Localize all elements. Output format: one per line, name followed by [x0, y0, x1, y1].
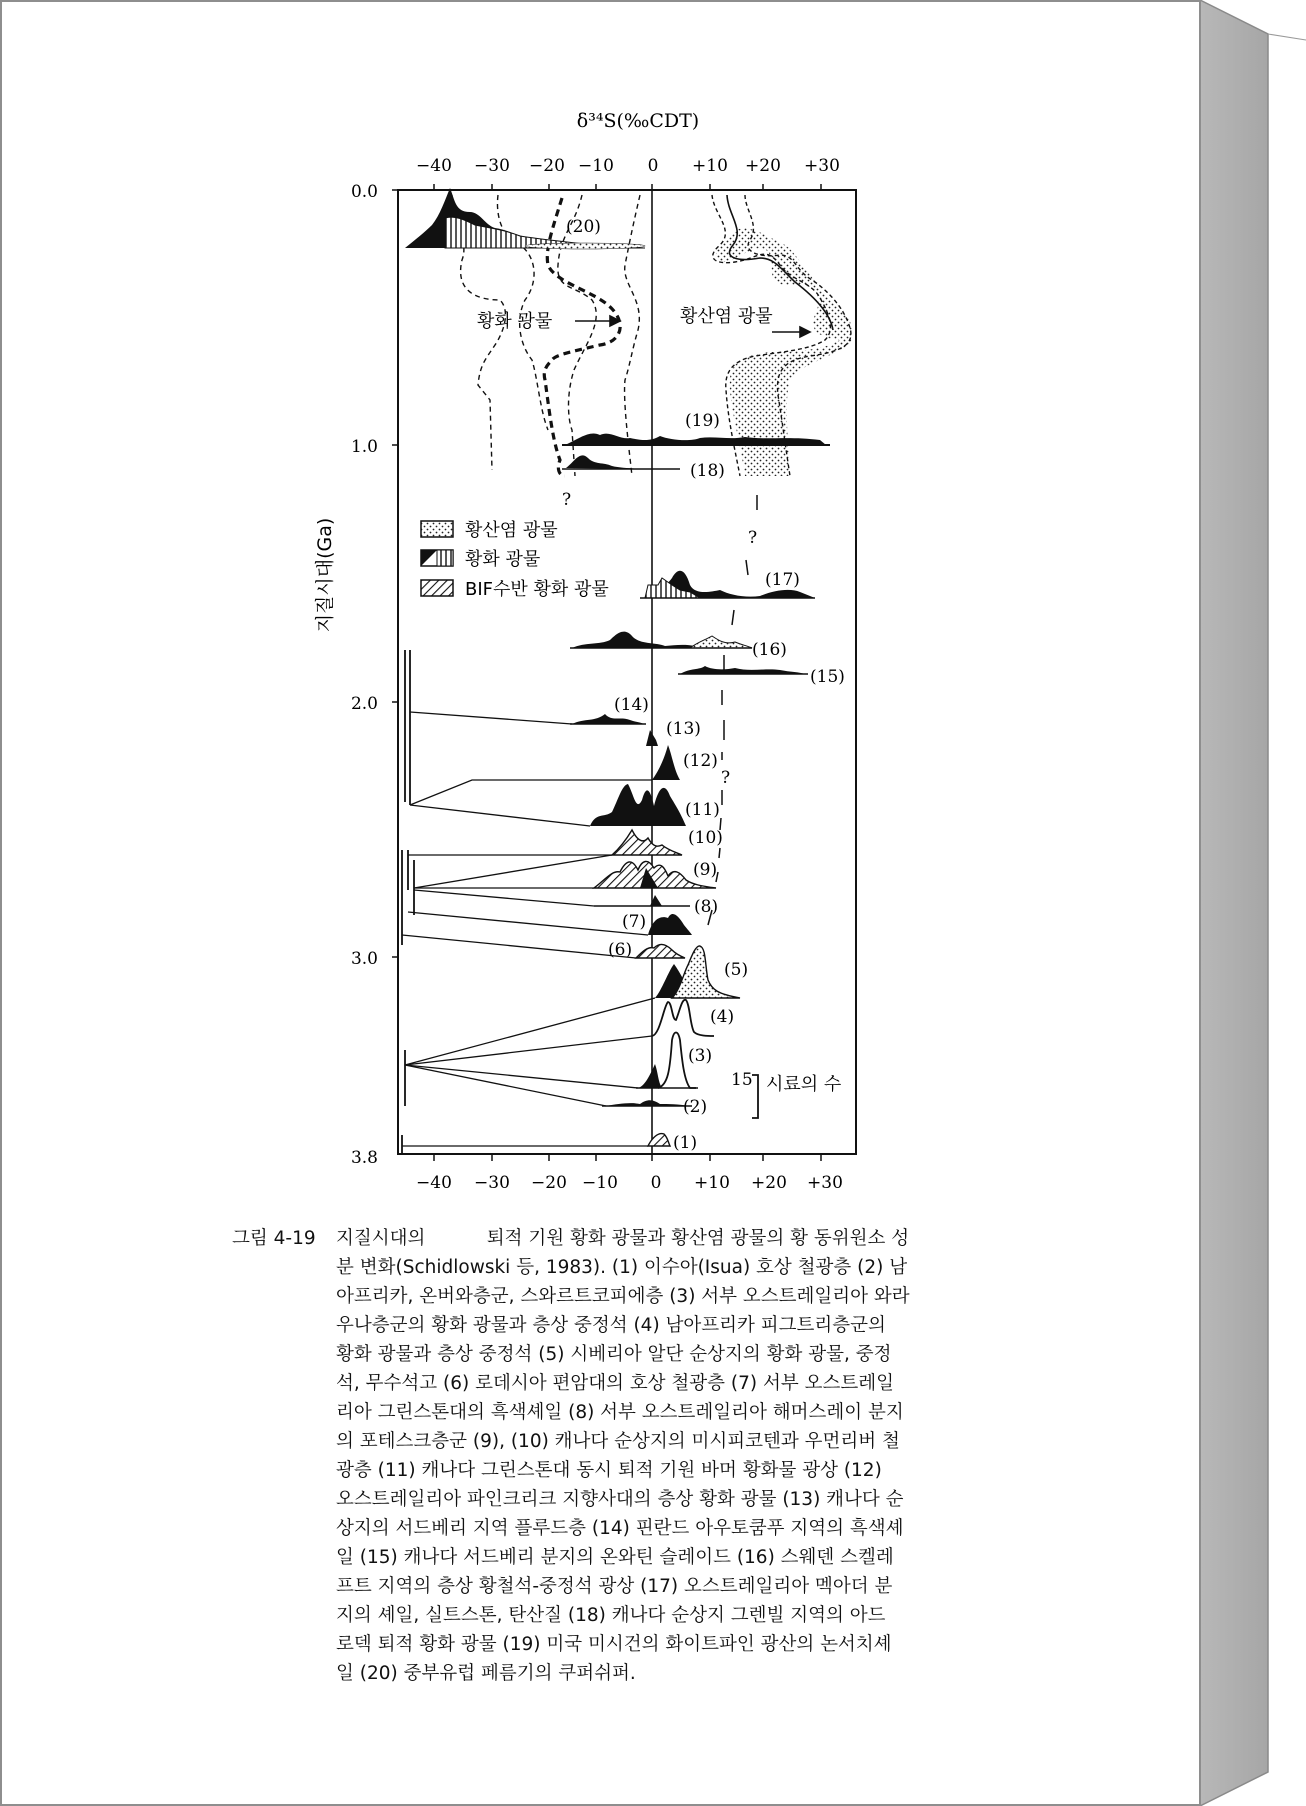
sample-label-4: (4)	[710, 1007, 735, 1027]
sample-14-distribution	[572, 714, 644, 724]
top-tick-label: −40	[416, 156, 452, 176]
sulfate-arrow-label: 황산염 광물	[680, 306, 773, 327]
sample-3-distribution	[638, 1064, 662, 1088]
sample-label-1: (1)	[673, 1133, 698, 1153]
sample-label-11: (11)	[685, 800, 720, 820]
caption-line: 상지의 서드베리 지역 플루드층 (14) 핀란드 아우토쿰푸 지역의 흑색셰	[336, 1518, 904, 1539]
bottom-tick-label: −40	[416, 1173, 452, 1193]
sample-label-10: (10)	[688, 828, 723, 848]
sample-label-14: (14)	[614, 695, 649, 715]
sample-label-12: (12)	[683, 751, 718, 771]
bottom-tick-label: −30	[474, 1173, 510, 1193]
sample-11-distribution	[590, 784, 686, 826]
age-range-bars	[402, 650, 414, 1154]
caption-line: 오스트레일리아 파인크리크 지향사대의 층상 황화 광물 (13) 캐나다 순	[336, 1489, 904, 1510]
top-tick-label: 0	[647, 156, 659, 176]
age-tie-lines	[402, 712, 655, 1146]
sample-7-distribution	[648, 914, 692, 935]
legend-label-bif: BIF수반 황화 광물	[465, 579, 609, 600]
sample-label-15: (15)	[810, 667, 845, 687]
bottom-tick-label: −20	[531, 1173, 567, 1193]
caption-line: 광층 (11) 캐나다 그린스톤대 동시 퇴적 기원 바머 황화물 광상 (12)	[336, 1460, 882, 1481]
book-spine	[1200, 0, 1268, 1806]
sample-20-distribution	[405, 188, 645, 249]
sample-count-number: 15	[731, 1070, 753, 1090]
sample-4-distribution	[652, 1000, 714, 1036]
top-tick-label: +20	[745, 156, 781, 176]
legend-label-sulfate: 황산염 광물	[465, 520, 558, 541]
sample-label-6: (6)	[608, 940, 633, 960]
bottom-tick-label: −10	[582, 1173, 618, 1193]
y-axis-title: 지질시대(Ga)	[314, 517, 336, 633]
sample-label-3: (3)	[688, 1046, 713, 1066]
sulfide-arrow-label: 황화 광물	[477, 311, 553, 332]
caption-line: 일 (15) 캐나다 서드베리 분지의 온와틴 슬레이드 (16) 스웨덴 스켈레	[336, 1547, 894, 1568]
top-tick-label: −20	[529, 156, 565, 176]
bottom-tick-label: 0	[650, 1173, 662, 1193]
y-tick-label: 3.8	[350, 1148, 378, 1168]
caption-line: 일 (20) 중부유럽 페름기의 쿠퍼쉬퍼.	[336, 1663, 636, 1684]
top-tick-labels	[416, 156, 840, 176]
caption-line: 의 포테스크층군 (9), (10) 캐나다 순상지의 미시피코텐과 우먼리버 철	[336, 1431, 900, 1452]
bottom-axis-ticks	[434, 1154, 821, 1161]
sample-label-5: (5)	[724, 960, 749, 980]
question-marks	[562, 490, 757, 788]
top-tick-label: +30	[804, 156, 840, 176]
y-tick-label: 0.0	[350, 182, 378, 202]
sample-label-16: (16)	[752, 640, 787, 660]
sample-count-scale	[731, 1070, 841, 1118]
sample-6-distribution	[636, 944, 685, 958]
sample-label-7: (7)	[622, 912, 647, 932]
sulfate-arrow	[772, 327, 810, 337]
sample-label-2: (2)	[683, 1097, 708, 1117]
top-axis-title: δ³⁴S(‰CDT)	[576, 110, 700, 132]
y-tick-label: 3.0	[350, 949, 378, 969]
sample-count-label: 시료의 수	[766, 1074, 842, 1095]
legend-swatch-bif	[421, 580, 453, 596]
sample-label-9: (9)	[693, 860, 718, 880]
sample-15-distribution	[680, 666, 805, 674]
sample-label-13: (13)	[666, 719, 701, 739]
sample-10-distribution	[612, 830, 682, 855]
caption-line: 리아 그린스톤대의 흑색셰일 (8) 서부 오스트레일리아 해머스레이 분지	[336, 1402, 904, 1423]
y-tick-labels	[351, 182, 378, 1168]
sample-18-distribution	[566, 455, 640, 469]
sample-label-8: (8)	[694, 897, 719, 917]
question-mark: ?	[721, 768, 731, 788]
top-tick-label: −10	[578, 156, 614, 176]
caption-line: 우나층군의 황화 광물과 층상 중정석 (4) 남아프리카 피그트리층군의	[336, 1315, 886, 1336]
y-tick-label: 1.0	[350, 437, 378, 457]
legend	[421, 520, 609, 600]
bottom-tick-labels	[416, 1173, 843, 1193]
sulfate-envelope	[712, 195, 853, 476]
bottom-tick-label: +20	[751, 1173, 787, 1193]
caption-line: 프트 지역의 층상 황철석-중정석 광상 (17) 오스트레일리아 멕아더 분	[336, 1576, 893, 1597]
sample-label-19: (19)	[685, 411, 720, 431]
sample-16-distribution	[572, 632, 700, 648]
question-mark: ?	[748, 528, 758, 548]
caption-line: 분 변화(Schidlowski 등, 1983). (1) 이수아(Isua) 호상 철광층 (2) 남	[336, 1257, 908, 1278]
bottom-tick-label: +10	[694, 1173, 730, 1193]
bottom-tick-label: +30	[807, 1173, 843, 1193]
caption-line: 황화 광물과 층상 중정석 (5) 시베리아 알단 순상지의 황화 광물, 중정	[336, 1344, 892, 1365]
top-tick-label: −30	[474, 156, 510, 176]
question-mark: ?	[562, 490, 572, 510]
caption-line: 로덱 퇴적 황화 광물 (19) 미국 미시건의 화이트파인 광산의 논서치셰	[336, 1634, 892, 1655]
top-tick-label: +10	[692, 156, 728, 176]
sample-label-20: (20)	[566, 217, 601, 237]
sample-label-18: (18)	[690, 461, 725, 481]
figure-label: 그림 4-19	[232, 1228, 316, 1249]
caption-line: 지질시대의 퇴적 기원 황화 광물과 황산염 광물의 황 동위원소 성	[336, 1228, 910, 1249]
caption-line: 석, 무수석고 (6) 로데시아 편암대의 호상 철광층 (7) 서부 오스트레일	[336, 1373, 894, 1394]
sample-label-17: (17)	[765, 570, 800, 590]
sulfide-arrow	[575, 316, 620, 326]
y-tick-label: 2.0	[350, 694, 378, 714]
legend-label-sulfide: 황화 광물	[465, 549, 541, 570]
caption-line: 아프리카, 온버와층군, 스와르트코피에층 (3) 서부 오스트레일리아 와라	[336, 1286, 910, 1307]
sample-12-distribution	[652, 745, 680, 780]
caption-line: 지의 셰일, 실트스톤, 탄산질 (18) 캐나다 순상지 그렌빌 지역의 아드	[336, 1605, 886, 1626]
sample-2-distribution	[606, 1100, 690, 1106]
legend-swatch-sulfate	[421, 521, 453, 537]
